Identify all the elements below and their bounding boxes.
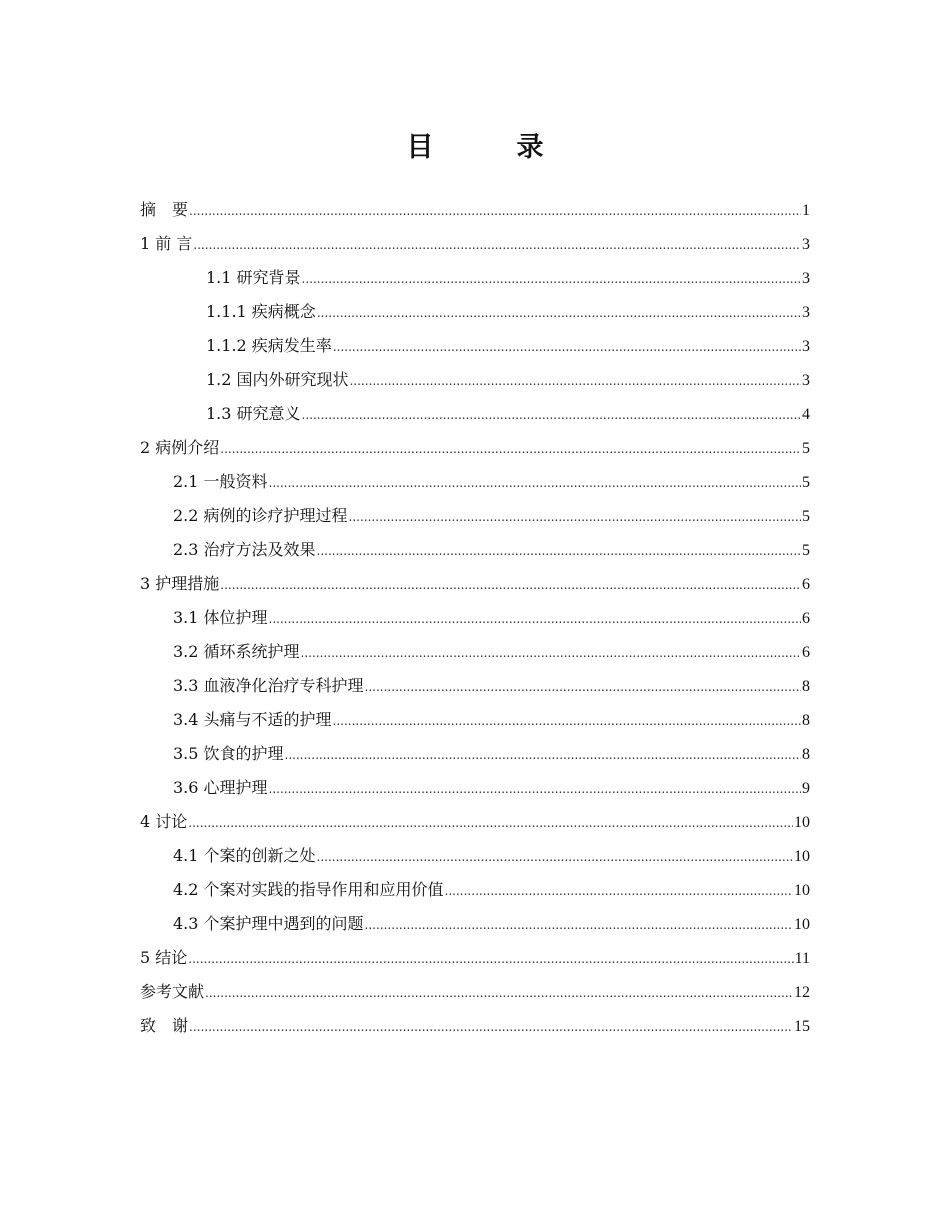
toc-entry-page: 11 (794, 950, 810, 967)
toc-leader-dots (189, 194, 801, 228)
toc-entry-page: 5 (802, 440, 810, 457)
toc-entry-page: 10 (794, 916, 810, 933)
toc-leader-dots (349, 500, 801, 534)
toc-entry[interactable] (140, 907, 810, 941)
toc-entry[interactable] (140, 363, 810, 397)
toc-entry-label: 4.1 个案的创新之处 (173, 846, 316, 865)
toc-entry-label: 4 讨论 (140, 812, 188, 831)
toc-entry-page: 8 (802, 678, 810, 695)
toc-entry[interactable] (140, 601, 810, 635)
toc-entry[interactable] (140, 533, 810, 567)
toc-entry-label: 1.3 研究意义 (206, 404, 301, 423)
toc-entry[interactable] (140, 227, 810, 261)
toc-leader-dots (205, 976, 793, 1010)
toc-entry-label: 3.3 血液净化治疗专科护理 (173, 676, 364, 695)
toc-entry-page: 3 (802, 236, 810, 253)
toc-entry-label: 摘 要 (140, 200, 189, 219)
toc-leader-dots (188, 942, 793, 976)
toc-leader-dots (269, 466, 801, 500)
toc-entry-page: 6 (802, 644, 810, 661)
toc-entry-page: 5 (802, 474, 810, 491)
toc-leader-dots (285, 738, 801, 772)
toc-entry-label: 2.3 治疗方法及效果 (173, 540, 316, 559)
toc-leader-dots (302, 262, 801, 296)
toc-entry-label: 3 护理措施 (140, 574, 220, 593)
toc-list (140, 193, 810, 1043)
toc-entry-page: 15 (794, 1018, 810, 1035)
toc-leader-dots (302, 398, 801, 432)
toc-entry-label: 4.2 个案对实践的指导作用和应用价值 (173, 880, 444, 899)
toc-entry-label: 1.2 国内外研究现状 (206, 370, 349, 389)
toc-entry[interactable] (140, 499, 810, 533)
toc-leader-dots (269, 602, 801, 636)
toc-entry-label: 3.2 循环系统护理 (173, 642, 300, 661)
toc-entry-label: 1.1.2 疾病发生率 (206, 336, 332, 355)
toc-entry[interactable] (140, 737, 810, 771)
toc-entry-label: 4.3 个案护理中遇到的问题 (173, 914, 364, 933)
toc-entry[interactable] (140, 669, 810, 703)
toc-entry-label: 参考文献 (140, 982, 205, 1001)
toc-entry-label: 3.6 心理护理 (173, 778, 268, 797)
toc-leader-dots (188, 806, 793, 840)
toc-entry-page: 10 (794, 848, 810, 865)
toc-entry[interactable] (140, 805, 810, 839)
toc-entry-label: 1.1 研究背景 (206, 268, 301, 287)
toc-leader-dots (189, 1010, 793, 1044)
toc-entry[interactable] (140, 975, 810, 1009)
toc-entry-label: 1.1.1 疾病概念 (206, 302, 316, 321)
toc-entry[interactable] (140, 703, 810, 737)
toc-leader-dots (317, 840, 793, 874)
toc-entry[interactable] (140, 1009, 810, 1043)
toc-entry-page: 1 (802, 202, 810, 219)
toc-entry-label: 2 病例介绍 (140, 438, 220, 457)
toc-leader-dots (350, 364, 801, 398)
toc-entry-label: 致 谢 (140, 1016, 189, 1035)
toc-entry-page: 9 (802, 780, 810, 797)
toc-entry[interactable] (140, 941, 810, 975)
toc-entry-page: 10 (794, 882, 810, 899)
toc-entry-page: 8 (802, 712, 810, 729)
toc-entry[interactable] (140, 261, 810, 295)
toc-entry-page: 10 (794, 814, 810, 831)
toc-entry-label: 5 结论 (140, 948, 188, 967)
toc-leader-dots (317, 534, 801, 568)
toc-leader-dots (333, 330, 801, 364)
toc-title: 目 录 (406, 132, 572, 163)
toc-entry-label: 2.1 一般资料 (173, 472, 268, 491)
toc-leader-dots (301, 636, 801, 670)
toc-entry-page: 4 (802, 406, 810, 423)
toc-leader-dots (220, 432, 801, 466)
toc-entry[interactable] (140, 295, 810, 329)
toc-entry[interactable] (140, 465, 810, 499)
toc-entry[interactable] (140, 567, 810, 601)
toc-entry[interactable] (140, 771, 810, 805)
toc-entry-label: 1 前 言 (140, 234, 193, 253)
toc-entry-label: 3.4 头痛与不适的护理 (173, 710, 332, 729)
toc-leader-dots (365, 908, 793, 942)
toc-entry-page: 8 (802, 746, 810, 763)
toc-entry[interactable] (140, 431, 810, 465)
toc-entry[interactable] (140, 397, 810, 431)
toc-leader-dots (333, 704, 801, 738)
toc-entry-page: 12 (794, 984, 810, 1001)
toc-entry-page: 3 (802, 304, 810, 321)
toc-entry[interactable] (140, 839, 810, 873)
toc-entry-label: 3.5 饮食的护理 (173, 744, 284, 763)
toc-leader-dots (193, 228, 801, 262)
toc-leader-dots (269, 772, 801, 806)
toc-entry-page: 6 (802, 610, 810, 627)
toc-entry[interactable] (140, 873, 810, 907)
toc-entry[interactable] (140, 635, 810, 669)
toc-entry[interactable] (140, 329, 810, 363)
toc-entry-page: 3 (802, 372, 810, 389)
toc-entry-page: 6 (802, 576, 810, 593)
toc-entry-label: 2.2 病例的诊疗护理过程 (173, 506, 348, 525)
toc-entry-page: 5 (802, 542, 810, 559)
toc-leader-dots (317, 296, 801, 330)
toc-entry-label: 3.1 体位护理 (173, 608, 268, 627)
toc-leader-dots (445, 874, 793, 908)
toc-entry-page: 3 (802, 338, 810, 355)
toc-entry-page: 3 (802, 270, 810, 287)
toc-entry[interactable] (140, 193, 810, 227)
toc-entry-page: 5 (802, 508, 810, 525)
toc-leader-dots (220, 568, 801, 602)
toc-leader-dots (365, 670, 801, 704)
